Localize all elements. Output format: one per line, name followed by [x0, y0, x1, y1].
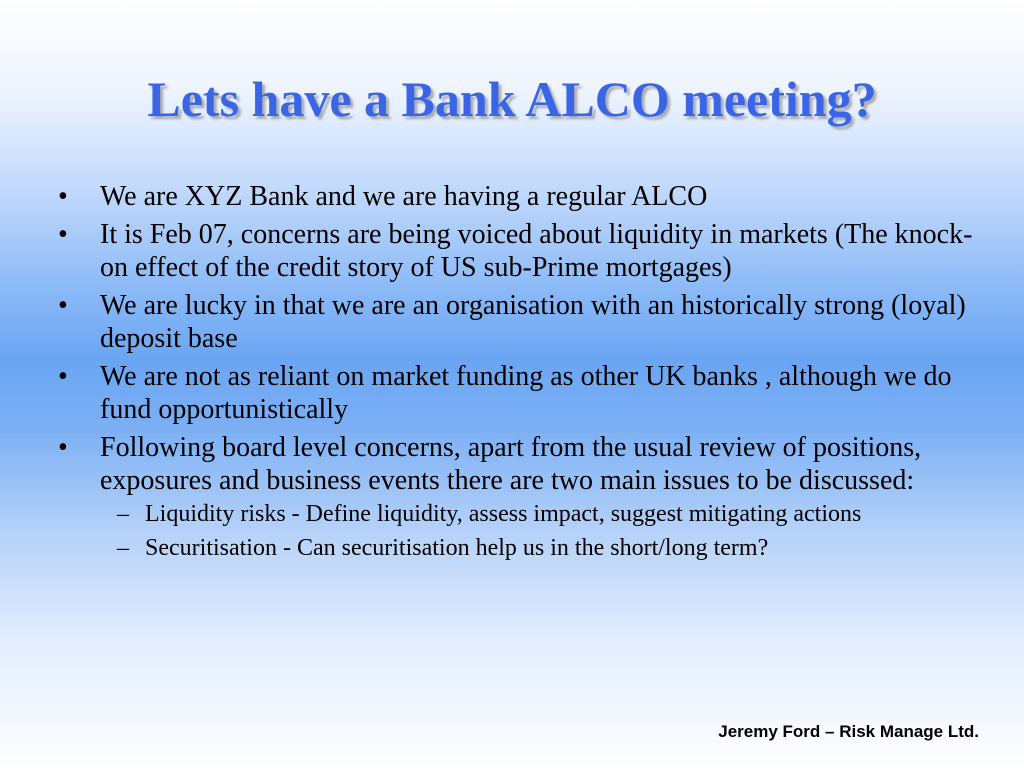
sub-bullet-list	[100, 501, 976, 562]
bullet-dot-icon: •	[58, 219, 68, 250]
dash-icon: –	[117, 501, 129, 527]
sub-bullet-item	[100, 501, 976, 528]
dash-icon: –	[117, 535, 129, 561]
footer-credit: Jeremy Ford – Risk Manage Ltd.	[718, 722, 979, 741]
bullet-text: It is Feb 07, concerns are being voiced about liquidity in markets (The knock-on effect of the credit story of US sub-Prime mortgages)	[100, 219, 973, 283]
slide-title: Lets have a Bank ALCO meeting?	[147, 71, 877, 127]
bullet-text: We are lucky in that we are an organisation with an historically strong (loyal) deposit base	[100, 290, 966, 354]
bullet-dot-icon: •	[58, 181, 68, 212]
bullet-text: We are not as reliant on market funding as other UK banks , although we do fund opportunistically	[100, 361, 952, 425]
bullet-dot-icon: •	[58, 290, 68, 321]
bullet-item	[56, 289, 976, 355]
bullet-text: We are XYZ Bank and we are having a regular ALCO	[100, 181, 708, 212]
sub-bullet-item	[100, 535, 976, 562]
sub-bullet-text: Liquidity risks - Define liquidity, assess impact, suggest mitigating actions	[145, 501, 862, 527]
bullet-dot-icon: •	[58, 432, 68, 463]
bullet-list	[56, 180, 976, 569]
bullet-item	[56, 431, 976, 562]
bullet-item	[56, 180, 976, 213]
sub-bullet-text: Securitisation - Can securitisation help us in the short/long term?	[145, 535, 769, 561]
bullet-dot-icon: •	[58, 361, 68, 392]
bullet-item	[56, 218, 976, 284]
bullet-item	[56, 360, 976, 426]
bullet-text: Following board level concerns, apart from the usual review of positions, exposures and business events there are two main issues to be discussed:	[100, 432, 922, 496]
